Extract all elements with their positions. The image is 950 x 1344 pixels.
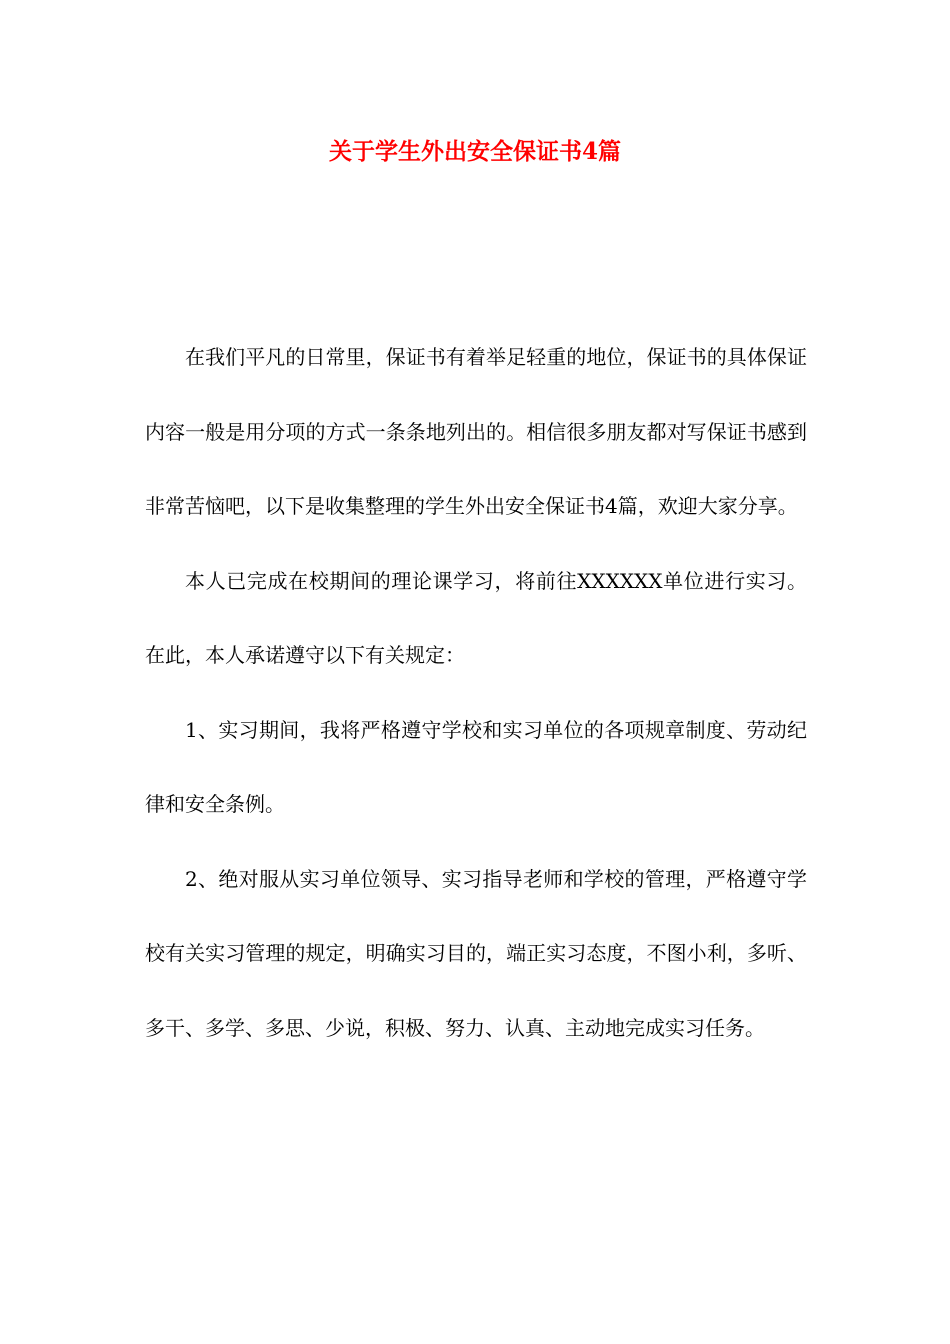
document-title: 关于学生外出安全保证书4篇 bbox=[328, 138, 621, 165]
paragraph-rule-2: 2、绝对服从实习单位领导、实习指导老师和学校的管理，严格遵守学校有关实习管理的规定，明确实习目的，端正实习态度，不图小利，多听、多干、多学、多思、少说，积极、努力、认真、主动地完成实习任务。 bbox=[145, 866, 807, 1040]
paragraph-rule-1: 1、实习期间，我将严格遵守学校和实习单位的各项规章制度、劳动纪律和安全条例。 bbox=[145, 717, 807, 816]
paragraph-intro: 在我们平凡的日常里，保证书有着举足轻重的地位，保证书的具体保证内容一般是用分项的方式一条条地列出的。相信很多朋友都对写保证书感到非常苦恼吧，以下是收集整理的学生外出安全保证书4篇，欢迎大家分享。 bbox=[145, 345, 807, 518]
paragraph-commitment: 本人已完成在校期间的理论课学习，将前往XXXXXX单位进行实习。在此，本人承诺遵守以下有关规定： bbox=[145, 568, 807, 667]
document-body bbox=[145, 320, 807, 1065]
